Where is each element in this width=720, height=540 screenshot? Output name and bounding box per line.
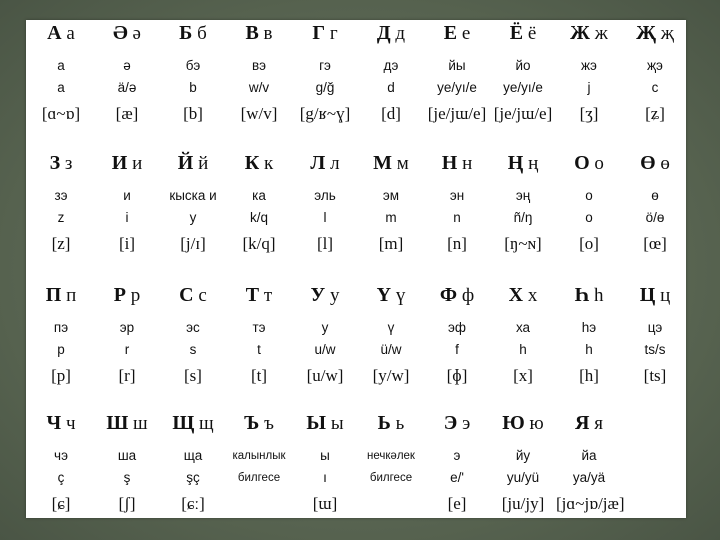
latin-transliteration: ü/w [380, 342, 402, 357]
latin-transliteration: z [57, 210, 65, 225]
letter-cell [490, 20, 556, 140]
letter-glyph [358, 412, 424, 435]
letter-cell [160, 150, 226, 270]
letter-name: эс [186, 320, 200, 335]
latin-transliteration: g/ğ [315, 80, 335, 95]
letter-cell [490, 150, 556, 270]
letter-name: йо [515, 58, 531, 73]
uppercase-letter: К [244, 152, 260, 174]
lowercase-letter: о [594, 153, 604, 174]
letter-cell [94, 150, 160, 270]
lowercase-letter: й [198, 153, 209, 174]
latin-transliteration: l [323, 210, 327, 225]
letter-name: жэ [581, 58, 597, 73]
letter-glyph [424, 22, 490, 45]
letter-glyph [292, 152, 358, 175]
uppercase-letter: Җ [636, 22, 656, 44]
latin-transliteration: ä/ə [117, 80, 137, 95]
lowercase-letter: в [263, 23, 273, 44]
latin-transliteration: ı [323, 470, 327, 485]
letter-cell [424, 20, 490, 140]
ipa-pronunciation: [ŋ~ɴ] [504, 234, 542, 253]
alphabet-table [26, 20, 686, 518]
letter-glyph [490, 22, 556, 45]
latin-transliteration: t [257, 342, 261, 357]
latin-transliteration: h [519, 342, 527, 357]
ipa-pronunciation: [w/v] [240, 104, 278, 123]
letter-name: бэ [185, 58, 201, 73]
uppercase-letter: Й [177, 152, 194, 174]
ipa-pronunciation: [jɑ~jɒ/jæ] [556, 494, 625, 513]
letter-name: җэ [647, 58, 663, 73]
letter-name: дэ [383, 58, 399, 73]
latin-transliteration: e/' [450, 470, 464, 485]
latin-transliteration: yu/yü [506, 470, 540, 485]
letter-name: чэ [54, 448, 68, 463]
ipa-pronunciation: [ɯ] [312, 494, 338, 513]
uppercase-letter: Т [245, 284, 260, 306]
latin-transliteration: h [585, 342, 593, 357]
latin-transliteration: p [57, 342, 65, 357]
ipa-pronunciation: [ɑ~ɒ] [41, 104, 81, 123]
uppercase-letter: Ъ [244, 412, 260, 434]
letter-name: у [321, 320, 329, 335]
letter-glyph [556, 412, 622, 435]
ipa-pronunciation: [z] [51, 234, 71, 253]
uppercase-letter: У [310, 284, 326, 306]
letter-cell [556, 20, 622, 140]
lowercase-letter: ь [395, 413, 405, 434]
uppercase-letter: Б [179, 22, 193, 44]
latin-transliteration: ñ/ŋ [513, 210, 533, 225]
letter-name: ө [651, 188, 659, 203]
lowercase-letter: а [66, 23, 75, 44]
lowercase-letter: и [132, 153, 143, 174]
latin-transliteration: ş [123, 470, 131, 485]
letter-name: ща [183, 448, 203, 463]
lowercase-letter: г [329, 23, 338, 44]
letter-glyph [556, 152, 622, 175]
uppercase-letter: Ь [377, 412, 391, 434]
letter-name: э [453, 448, 461, 463]
lowercase-letter: һ [593, 285, 604, 306]
latin-transliteration: c [651, 80, 659, 95]
letter-cell [28, 282, 94, 402]
lowercase-letter: н [462, 153, 473, 174]
lowercase-letter: т [263, 285, 273, 306]
latin-transliteration: билгесе [369, 472, 413, 484]
uppercase-letter: Л [310, 152, 326, 174]
letter-glyph [226, 22, 292, 45]
ipa-pronunciation: [æ] [115, 104, 139, 123]
letter-name: эр [119, 320, 135, 335]
lowercase-letter: к [264, 153, 274, 174]
lowercase-letter: ү [395, 285, 406, 306]
letter-glyph [556, 284, 622, 307]
latin-transliteration: i [125, 210, 129, 225]
ipa-pronunciation: [s] [184, 366, 202, 385]
ipa-pronunciation: [d] [381, 104, 401, 123]
ipa-pronunciation: [r] [118, 366, 136, 385]
latin-transliteration: ye/yı/e [503, 80, 543, 95]
letter-name: ы [320, 448, 330, 463]
uppercase-letter: Н [441, 152, 458, 174]
letter-name: цэ [647, 320, 663, 335]
latin-transliteration: m [385, 210, 397, 225]
latin-transliteration: r [124, 342, 130, 357]
letter-glyph [226, 152, 292, 175]
lowercase-letter: д [395, 23, 406, 44]
uppercase-letter: Щ [172, 412, 195, 434]
latin-transliteration: o [585, 210, 593, 225]
ipa-pronunciation: [m] [378, 234, 404, 253]
latin-transliteration: ç [57, 470, 65, 485]
lowercase-letter: ә [132, 23, 141, 44]
ipa-pronunciation: [g/ʁ~ɣ] [299, 104, 351, 123]
ipa-pronunciation: [k/q] [242, 234, 276, 253]
letter-glyph [358, 152, 424, 175]
latin-transliteration: f [455, 342, 459, 357]
letter-name: зэ [54, 188, 68, 203]
uppercase-letter: Э [443, 412, 458, 434]
letter-glyph [28, 22, 94, 45]
uppercase-letter: З [49, 152, 61, 174]
letter-glyph [94, 22, 160, 45]
uppercase-letter: Я [575, 412, 590, 434]
latin-transliteration: j [587, 80, 591, 95]
latin-transliteration: n [453, 210, 461, 225]
ipa-pronunciation: [ʃ] [118, 494, 136, 513]
uppercase-letter: Ө [640, 152, 656, 174]
letter-name: нечкәлек [367, 450, 415, 462]
ipa-pronunciation: [n] [447, 234, 467, 253]
letter-name: гэ [319, 58, 331, 73]
letter-cell [556, 150, 622, 270]
uppercase-letter: Ш [106, 412, 129, 434]
uppercase-letter: И [111, 152, 128, 174]
lowercase-letter: ө [660, 153, 670, 174]
latin-transliteration: ö/ɵ [645, 210, 665, 225]
letter-cell [94, 410, 160, 530]
letter-cell [622, 282, 688, 402]
letter-glyph [28, 412, 94, 435]
ipa-pronunciation: [ts] [643, 366, 667, 385]
ipa-pronunciation: [x] [513, 366, 533, 385]
lowercase-letter: з [64, 153, 73, 174]
letter-name: ү [387, 320, 395, 335]
latin-transliteration: билгесе [237, 472, 281, 484]
lowercase-letter: ш [133, 413, 148, 434]
letter-cell [94, 20, 160, 140]
letter-name: эль [314, 188, 336, 203]
letter-glyph [226, 412, 292, 435]
uppercase-letter: В [245, 22, 259, 44]
lowercase-letter: л [330, 153, 340, 174]
letter-cell [94, 282, 160, 402]
letter-glyph [160, 22, 226, 45]
uppercase-letter: М [373, 152, 393, 174]
latin-transliteration: u/w [314, 342, 336, 357]
letter-name: пэ [53, 320, 69, 335]
letter-name: йу [515, 448, 531, 463]
ipa-pronunciation: [je/jɯ/e] [427, 104, 487, 123]
uppercase-letter: Р [113, 284, 126, 306]
letter-name: ә [123, 58, 131, 73]
letter-cell [358, 282, 424, 402]
lowercase-letter: х [527, 285, 538, 306]
letter-name: кыска и [169, 188, 217, 203]
lowercase-letter: ң [528, 153, 539, 174]
letter-glyph [622, 152, 688, 175]
letter-cell [490, 410, 556, 530]
ipa-pronunciation: [ju/jy] [501, 494, 545, 513]
lowercase-letter: п [66, 285, 77, 306]
letter-glyph [292, 412, 358, 435]
ipa-pronunciation: [e] [447, 494, 467, 513]
letter-name: вэ [251, 58, 267, 73]
letter-name: ха [515, 320, 531, 335]
letter-glyph [424, 412, 490, 435]
letter-glyph [424, 284, 490, 307]
lowercase-letter: э [462, 413, 471, 434]
ipa-pronunciation: [o] [579, 234, 599, 253]
lowercase-letter: ч [65, 413, 76, 434]
letter-cell [292, 282, 358, 402]
latin-transliteration: ya/yä [572, 470, 606, 485]
letter-cell [358, 20, 424, 140]
latin-transliteration: s [189, 342, 197, 357]
latin-transliteration: şç [186, 470, 200, 485]
letter-cell [226, 20, 292, 140]
ipa-pronunciation: [ʑ] [645, 104, 665, 123]
letter-glyph [358, 22, 424, 45]
letter-glyph [622, 22, 688, 45]
letter-cell [424, 282, 490, 402]
letter-glyph [424, 152, 490, 175]
letter-glyph [28, 152, 94, 175]
latin-transliteration: k/q [249, 210, 268, 225]
ipa-pronunciation: [ʒ] [579, 104, 599, 123]
latin-transliteration: w/v [248, 80, 270, 95]
letter-cell [424, 150, 490, 270]
letter-name: эм [382, 188, 400, 203]
letter-cell [622, 150, 688, 270]
letter-cell [28, 20, 94, 140]
letter-cell [160, 410, 226, 530]
letter-name: и [123, 188, 131, 203]
lowercase-letter: ю [529, 413, 544, 434]
uppercase-letter: Ф [439, 284, 458, 306]
letter-cell [424, 410, 490, 530]
lowercase-letter: ъ [264, 413, 274, 434]
letter-cell [622, 410, 688, 530]
letter-name: йа [581, 448, 597, 463]
letter-cell [226, 410, 292, 530]
letter-glyph [490, 284, 556, 307]
lowercase-letter: с [198, 285, 207, 306]
uppercase-letter: Ж [570, 22, 590, 44]
letter-glyph [160, 152, 226, 175]
ipa-pronunciation: [b] [183, 104, 203, 123]
letter-glyph [358, 284, 424, 307]
letter-cell [28, 410, 94, 530]
uppercase-letter: О [574, 152, 590, 174]
uppercase-letter: Х [508, 284, 524, 306]
letter-glyph [292, 284, 358, 307]
letter-name: эн [449, 188, 465, 203]
lowercase-letter: ц [660, 285, 671, 306]
ipa-pronunciation: [ɕ] [51, 494, 71, 513]
lowercase-letter: ы [330, 413, 344, 434]
lowercase-letter: б [197, 23, 207, 44]
letter-cell [292, 410, 358, 530]
letter-cell [160, 282, 226, 402]
letter-cell [292, 20, 358, 140]
ipa-pronunciation: [t] [250, 366, 268, 385]
uppercase-letter: Ц [639, 284, 656, 306]
letter-cell [28, 150, 94, 270]
letter-cell [226, 150, 292, 270]
letter-name: тэ [252, 320, 266, 335]
letter-glyph [28, 284, 94, 307]
uppercase-letter: Ү [376, 284, 392, 306]
letter-name: а [57, 58, 65, 73]
letter-name: ка [252, 188, 266, 203]
letter-name: калынлык [232, 450, 286, 462]
latin-transliteration: y [189, 210, 197, 225]
lowercase-letter: у [329, 285, 340, 306]
uppercase-letter: Ч [46, 412, 62, 434]
lowercase-letter: м [396, 153, 409, 174]
letter-cell [226, 282, 292, 402]
letter-glyph [556, 22, 622, 45]
uppercase-letter: С [179, 284, 194, 306]
ipa-pronunciation: [ɕː] [181, 494, 205, 513]
ipa-pronunciation: [j/ɪ] [180, 234, 206, 253]
uppercase-letter: Һ [574, 284, 590, 306]
ipa-pronunciation: [u/w] [306, 366, 344, 385]
ipa-pronunciation: [p] [51, 366, 71, 385]
letter-glyph [94, 152, 160, 175]
letter-cell [490, 282, 556, 402]
ipa-pronunciation: [je/jɯ/e] [493, 104, 553, 123]
uppercase-letter: Е [443, 22, 458, 44]
uppercase-letter: Ё [509, 22, 524, 44]
letter-glyph [160, 412, 226, 435]
uppercase-letter: Д [376, 22, 391, 44]
letter-name: һэ [581, 320, 597, 335]
ipa-pronunciation: [œ] [643, 234, 667, 253]
letter-name: эң [515, 188, 531, 203]
letter-name: йы [448, 58, 466, 73]
letter-glyph [160, 284, 226, 307]
letter-glyph [226, 284, 292, 307]
letter-glyph [622, 284, 688, 307]
lowercase-letter: ё [527, 23, 537, 44]
latin-transliteration: d [387, 80, 395, 95]
letter-name: о [585, 188, 593, 203]
ipa-pronunciation: [h] [579, 366, 599, 385]
letter-name: эф [448, 320, 466, 335]
latin-transliteration: a [57, 80, 65, 95]
lowercase-letter: щ [199, 413, 214, 434]
letter-glyph [94, 412, 160, 435]
latin-transliteration: ts/s [644, 342, 666, 357]
uppercase-letter: А [47, 22, 62, 44]
ipa-pronunciation: [i] [118, 234, 136, 253]
latin-transliteration: ye/yı/e [437, 80, 477, 95]
letter-cell [358, 410, 424, 530]
letter-glyph [490, 412, 556, 435]
lowercase-letter: ф [461, 285, 475, 306]
ipa-pronunciation: [l] [316, 234, 334, 253]
uppercase-letter: Г [312, 22, 326, 44]
lowercase-letter: я [594, 413, 603, 434]
letter-cell [556, 282, 622, 402]
letter-cell [292, 150, 358, 270]
letter-cell [358, 150, 424, 270]
letter-cell [556, 410, 625, 530]
latin-transliteration: b [189, 80, 197, 95]
lowercase-letter: ж [594, 23, 608, 44]
uppercase-letter: П [45, 284, 62, 306]
lowercase-letter: җ [660, 23, 674, 44]
uppercase-letter: Ә [113, 22, 128, 44]
letter-name: ша [117, 448, 137, 463]
letter-glyph [94, 284, 160, 307]
ipa-pronunciation: [y/w] [372, 366, 410, 385]
ipa-pronunciation: [ɸ] [446, 366, 468, 385]
uppercase-letter: Ң [507, 152, 524, 174]
uppercase-letter: Ю [502, 412, 525, 434]
letter-glyph [292, 22, 358, 45]
uppercase-letter: Ы [306, 412, 327, 434]
lowercase-letter: е [461, 23, 471, 44]
letter-cell [622, 20, 688, 140]
lowercase-letter: р [130, 285, 141, 306]
letter-cell [160, 20, 226, 140]
letter-glyph [490, 152, 556, 175]
